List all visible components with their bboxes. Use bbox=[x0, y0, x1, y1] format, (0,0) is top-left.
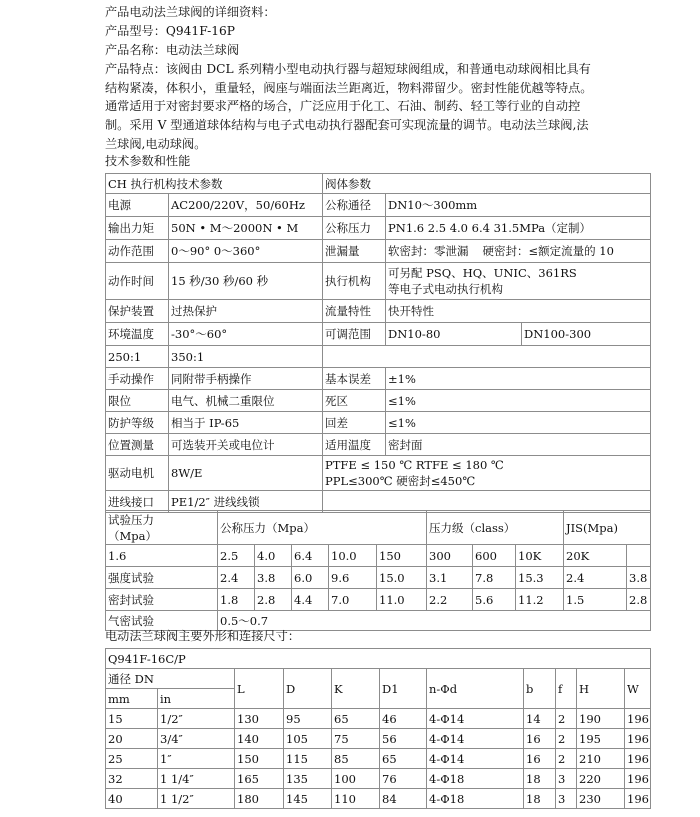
table-row bbox=[106, 346, 651, 368]
spec-header-row bbox=[106, 174, 651, 194]
dims-cell: 130 bbox=[235, 709, 284, 729]
pressure-cell: 1.8 bbox=[218, 589, 255, 611]
spec-text: PTFE ≤ 150 ℃ RTFE ≤ 180 ℃ bbox=[325, 458, 504, 472]
dims-cell: 2 bbox=[556, 749, 577, 769]
dims-cell: 56 bbox=[380, 729, 427, 749]
dims-col-header: L bbox=[235, 669, 284, 709]
table-row bbox=[106, 412, 651, 434]
spec-cell: 进线接口 bbox=[106, 491, 169, 513]
dims-cell: 3/4″ bbox=[158, 729, 235, 749]
dims-col-header: D bbox=[284, 669, 332, 709]
spec-cell: 位置测量 bbox=[106, 434, 169, 456]
dims-cell: 165 bbox=[235, 769, 284, 789]
spec-cell: 350:1 bbox=[169, 346, 323, 368]
dims-col-header: H bbox=[577, 669, 625, 709]
product-name: 产品名称：电动法兰球阀 bbox=[105, 43, 240, 57]
pressure-header-test bbox=[106, 511, 218, 545]
dims-cell: 150 bbox=[235, 749, 284, 769]
spec-cell: 驱动电机 bbox=[106, 456, 169, 491]
dims-cell: 115 bbox=[284, 749, 332, 769]
pressure-cell: 3.8 bbox=[255, 567, 292, 589]
dims-cell: 4-Φ14 bbox=[427, 729, 524, 749]
dims-cell: 46 bbox=[380, 709, 427, 729]
dims-model: Q941F-16C/P bbox=[106, 649, 651, 669]
dims-cell: 85 bbox=[332, 749, 380, 769]
pressure-cell bbox=[627, 545, 651, 567]
spec-cell: 可调范围 bbox=[323, 323, 386, 346]
dims-cell: 4-Φ18 bbox=[427, 789, 524, 809]
dims-cell: 195 bbox=[577, 729, 625, 749]
pressure-cell: 10.0 bbox=[329, 545, 377, 567]
dims-cell: 16 bbox=[524, 729, 556, 749]
pressure-cell: 强度试验 bbox=[106, 567, 218, 589]
product-features: 产品特点：该阀由 DCL 系列精小型电动执行器与超短球阀组成，和普通电动球阀相比具有结构紧凑，体积小，重量轻，阀座与端面法兰距离近，物料滞留少。密封性能优越等特点。通常适用于对密封要求严格的场合，广泛应用于化工、石油、制药、轻工等行业的自动控制。采用 V 型通道球体结构与电子式电动执行器配套可实现流量的调节。电动法兰球阀,法兰球阀,电动球阀。 bbox=[105, 62, 593, 151]
pressure-cell: 7.8 bbox=[473, 567, 516, 589]
dims-cell: 32 bbox=[106, 769, 158, 789]
spec-cell: 50N • M～2000N • M bbox=[169, 217, 323, 240]
pressure-cell: 300 bbox=[427, 545, 473, 567]
pressure-cell: 气密试验 bbox=[106, 611, 218, 631]
spec-cell: ±1% bbox=[386, 368, 651, 390]
pressure-cell: 600 bbox=[473, 545, 516, 567]
pressure-cell: 11.0 bbox=[377, 589, 427, 611]
dims-cell: 2 bbox=[556, 729, 577, 749]
dims-cell: 105 bbox=[284, 729, 332, 749]
dims-cell: 196 bbox=[625, 709, 651, 729]
spec-cell: 回差 bbox=[323, 412, 386, 434]
spec-cell bbox=[386, 240, 651, 263]
pressure-cell: 20K bbox=[564, 545, 627, 567]
dims-cell: 196 bbox=[625, 729, 651, 749]
dims-table bbox=[105, 648, 651, 809]
pressure-cell: 2.8 bbox=[255, 589, 292, 611]
dims-cell: 196 bbox=[625, 789, 651, 809]
dims-cell: 14 bbox=[524, 709, 556, 729]
spec-table bbox=[105, 173, 651, 513]
dims-cell: 20 bbox=[106, 729, 158, 749]
dims-col-header: W bbox=[625, 669, 651, 709]
intro-heading: 产品电动法兰球阀的详细资料： bbox=[105, 5, 276, 19]
spec-cell: 8W/E bbox=[169, 456, 323, 491]
dims-cell: 135 bbox=[284, 769, 332, 789]
dims-cell: 65 bbox=[332, 709, 380, 729]
table-row bbox=[106, 729, 651, 749]
pressure-cell: 1.5 bbox=[564, 589, 627, 611]
spec-cell: 15 秒/30 秒/60 秒 bbox=[169, 263, 323, 300]
dims-cell: 4-Φ18 bbox=[427, 769, 524, 789]
dims-cell: 25 bbox=[106, 749, 158, 769]
spec-cell: 执行机构 bbox=[323, 263, 386, 300]
spec-cell: PN1.6 2.5 4.0 6.4 31.5MPa（定制） bbox=[386, 217, 651, 240]
pressure-cell: 0.5～0.7 bbox=[218, 611, 651, 631]
spec-cell: 泄漏量 bbox=[323, 240, 386, 263]
spec-header-left: CH 执行机构技术参数 bbox=[106, 174, 323, 194]
spec-text: 硬密封：≤额定流量的 10 bbox=[482, 244, 614, 258]
dims-cell: 95 bbox=[284, 709, 332, 729]
dims-model-row bbox=[106, 649, 651, 669]
spec-header-right: 阀体参数 bbox=[323, 174, 651, 194]
pressure-cell: 15.3 bbox=[516, 567, 564, 589]
pressure-cell: 2.2 bbox=[427, 589, 473, 611]
spec-cell: 0～90° 0～360° bbox=[169, 240, 323, 263]
table-row bbox=[106, 434, 651, 456]
pressure-cell: 7.0 bbox=[329, 589, 377, 611]
dims-col-header: f bbox=[556, 669, 577, 709]
table-row bbox=[106, 390, 651, 412]
dims-cell: 145 bbox=[284, 789, 332, 809]
spec-cell: 防护等级 bbox=[106, 412, 169, 434]
table-row bbox=[106, 323, 651, 346]
dims-cell: 65 bbox=[380, 749, 427, 769]
dims-cell: 1″ bbox=[158, 749, 235, 769]
dims-cell: 18 bbox=[524, 769, 556, 789]
table-row bbox=[106, 567, 651, 589]
table-row bbox=[106, 589, 651, 611]
dims-dn-header: 通径 DN bbox=[106, 669, 235, 689]
spec-cell bbox=[386, 263, 651, 300]
spec-cell bbox=[323, 346, 651, 368]
pressure-cell: 3.8 bbox=[627, 567, 651, 589]
header-text: 试验压力 bbox=[108, 512, 154, 527]
pressure-cell: 4.4 bbox=[292, 589, 329, 611]
spec-cell: 动作时间 bbox=[106, 263, 169, 300]
pressure-cell: 6.0 bbox=[292, 567, 329, 589]
table-row bbox=[106, 709, 651, 729]
dims-cell: 76 bbox=[380, 769, 427, 789]
spec-cell: -30°～60° bbox=[169, 323, 323, 346]
spec-cell: 电气、机械二重限位 bbox=[169, 390, 323, 412]
spec-cell: 同附带手柄操作 bbox=[169, 368, 323, 390]
spec-cell: 输出力矩 bbox=[106, 217, 169, 240]
dims-cell: 4-Φ14 bbox=[427, 749, 524, 769]
spec-cell: 手动操作 bbox=[106, 368, 169, 390]
spec-cell: 可选装开关或电位计 bbox=[169, 434, 323, 456]
spec-cell: 250:1 bbox=[106, 346, 169, 368]
dims-cell: 196 bbox=[625, 769, 651, 789]
table-row bbox=[106, 789, 651, 809]
table-row bbox=[106, 545, 651, 567]
spec-cell: 环境温度 bbox=[106, 323, 169, 346]
spec-cell: AC200/220V，50/60Hz bbox=[169, 194, 323, 217]
spec-text: 等电子式电动执行机构 bbox=[388, 282, 504, 296]
table-row bbox=[106, 263, 651, 300]
dims-cell: 75 bbox=[332, 729, 380, 749]
pressure-cell: 9.6 bbox=[329, 567, 377, 589]
pressure-header-class: 压力级（class） bbox=[427, 511, 564, 545]
spec-cell: 公称压力 bbox=[323, 217, 386, 240]
pressure-cell: 10K bbox=[516, 545, 564, 567]
dims-col-header: n-Φd bbox=[427, 669, 524, 709]
pressure-cell: 密封试验 bbox=[106, 589, 218, 611]
pressure-cell: 2.8 bbox=[627, 589, 651, 611]
spec-cell: 限位 bbox=[106, 390, 169, 412]
spec-cell: 适用温度 bbox=[323, 434, 386, 456]
product-model: 产品型号：Q941F-16P bbox=[105, 24, 235, 38]
table-row bbox=[106, 456, 651, 491]
dims-cell: 220 bbox=[577, 769, 625, 789]
dims-cell: 110 bbox=[332, 789, 380, 809]
spec-text: 软密封：零泄漏 bbox=[388, 244, 469, 258]
dims-cell: 84 bbox=[380, 789, 427, 809]
dims-cell: 100 bbox=[332, 769, 380, 789]
dims-title: 电动法兰球阀主要外形和连接尺寸： bbox=[105, 629, 300, 643]
dims-cell: 3 bbox=[556, 769, 577, 789]
spec-cell: 基本误差 bbox=[323, 368, 386, 390]
dims-cell: 140 bbox=[235, 729, 284, 749]
pressure-cell: 11.2 bbox=[516, 589, 564, 611]
dims-cell: 15 bbox=[106, 709, 158, 729]
spec-cell: 密封面 bbox=[386, 434, 651, 456]
spec-cell: DN100-300 bbox=[522, 323, 651, 346]
spec-cell: 电源 bbox=[106, 194, 169, 217]
tech-params-title: 技术参数和性能 bbox=[105, 154, 191, 168]
pressure-cell: 2.4 bbox=[564, 567, 627, 589]
spec-cell: ≤1% bbox=[386, 412, 651, 434]
dims-col-header: K bbox=[332, 669, 380, 709]
pressure-cell: 150 bbox=[377, 545, 427, 567]
dims-cell: 196 bbox=[625, 749, 651, 769]
pressure-cell: 2.4 bbox=[218, 567, 255, 589]
spec-cell: 过热保护 bbox=[169, 300, 323, 323]
pressure-cell: 15.0 bbox=[377, 567, 427, 589]
pressure-cell: 2.5 bbox=[218, 545, 255, 567]
spec-cell: DN10～300mm bbox=[386, 194, 651, 217]
pressure-cell: 5.6 bbox=[473, 589, 516, 611]
dims-unit-mm: mm bbox=[106, 689, 158, 709]
pressure-cell: 6.4 bbox=[292, 545, 329, 567]
spec-cell: DN10-80 bbox=[386, 323, 522, 346]
dims-cell: 18 bbox=[524, 789, 556, 809]
pressure-cell: 1.6 bbox=[106, 545, 218, 567]
dims-header-row bbox=[106, 669, 651, 689]
spec-cell: 死区 bbox=[323, 390, 386, 412]
pressure-cell: 3.1 bbox=[427, 567, 473, 589]
spec-cell: 相当于 IP-65 bbox=[169, 412, 323, 434]
spec-text: 可另配 PSQ、HQ、UNIC、361RS bbox=[388, 266, 577, 280]
dims-cell: 3 bbox=[556, 789, 577, 809]
dims-cell: 180 bbox=[235, 789, 284, 809]
dims-cell: 1 1/2″ bbox=[158, 789, 235, 809]
spec-cell: 保护装置 bbox=[106, 300, 169, 323]
dims-cell: 16 bbox=[524, 749, 556, 769]
dims-cell: 40 bbox=[106, 789, 158, 809]
header-text: （Mpa） bbox=[108, 528, 157, 543]
spec-text: PPL≤300℃ 硬密封≤450℃ bbox=[325, 474, 476, 488]
pressure-header-nominal: 公称压力（Mpa） bbox=[218, 511, 427, 545]
spec-cell bbox=[323, 456, 651, 491]
spec-cell: 动作范围 bbox=[106, 240, 169, 263]
dims-cell: 210 bbox=[577, 749, 625, 769]
pressure-header-jis: JIS(Mpa) bbox=[564, 511, 651, 545]
table-row bbox=[106, 769, 651, 789]
table-row bbox=[106, 300, 651, 323]
dims-cell: 4-Φ14 bbox=[427, 709, 524, 729]
table-row bbox=[106, 749, 651, 769]
spec-cell: 快开特性 bbox=[386, 300, 651, 323]
dims-col-header: b bbox=[524, 669, 556, 709]
table-row bbox=[106, 240, 651, 263]
spec-cell: PE1/2″ 进线线锁 bbox=[169, 491, 323, 513]
spec-cell: 流量特性 bbox=[323, 300, 386, 323]
dims-cell: 230 bbox=[577, 789, 625, 809]
dims-col-header: D1 bbox=[380, 669, 427, 709]
table-row bbox=[106, 368, 651, 390]
dims-cell: 190 bbox=[577, 709, 625, 729]
pressure-table bbox=[105, 510, 651, 631]
table-row bbox=[106, 217, 651, 240]
pressure-header-row bbox=[106, 511, 651, 545]
pressure-cell: 4.0 bbox=[255, 545, 292, 567]
dims-unit-in: in bbox=[158, 689, 235, 709]
dims-cell: 1 1/4″ bbox=[158, 769, 235, 789]
dims-cell: 1/2″ bbox=[158, 709, 235, 729]
spec-cell: 公称通径 bbox=[323, 194, 386, 217]
spec-cell: ≤1% bbox=[386, 390, 651, 412]
dims-cell: 2 bbox=[556, 709, 577, 729]
table-row bbox=[106, 194, 651, 217]
